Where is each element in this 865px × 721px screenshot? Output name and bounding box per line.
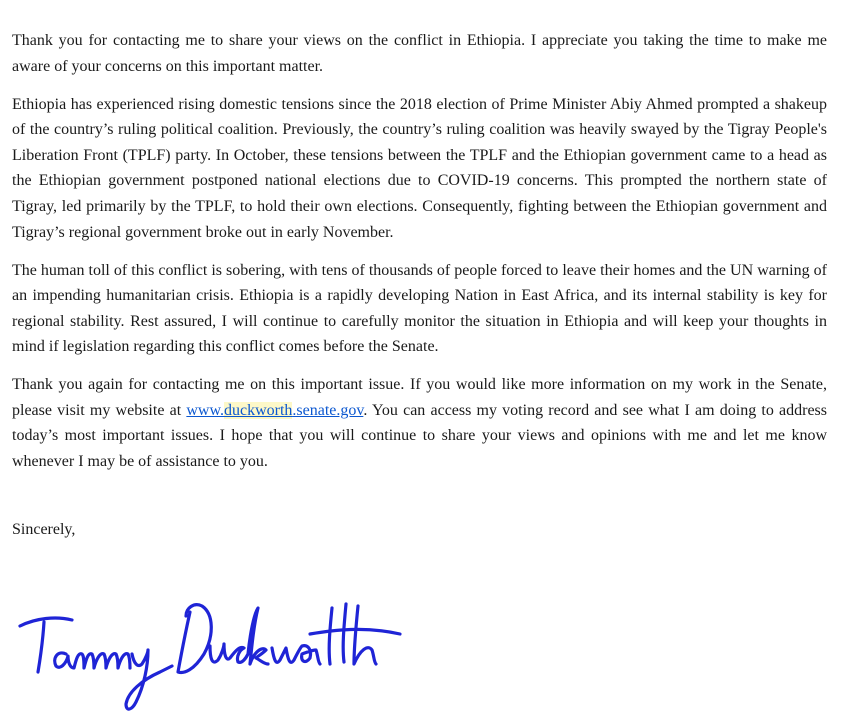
paragraph-humanitarian: The human toll of this conflict is sobering, with tens of thousands of people forced to leave their homes and the UN warning of an impending humanitarian crisis. Ethiopia is a rapidly developing Nation in East Africa, and its internal stability is key for regional stability. Rest assured, I will continue to carefully monitor the situation in Ethiopia and will keep your thoughts in mind if legislation regarding this conflict comes before the Senate. [12,261,827,356]
letter-body [12,28,827,555]
link-part-domain: .senate.gov [292,401,364,419]
signature-stroke-amm [55,653,130,668]
closing-sincerely: Sincerely, [12,520,76,538]
paragraph-thanks [12,372,827,474]
paragraph-intro: Thank you for contacting me to share your views on the conflict in Ethiopia. I appreciate you taking the time to make me aware of your concerns on this important matter. [12,32,827,75]
signature-stroke-t-stem [38,622,44,672]
signature-stroke-y [126,650,172,709]
signature-stroke-t-bar [20,618,72,626]
paragraph-background: Ethiopia has experienced rising domestic tensions since the 2018 election of Prime Minister Abiy Ahmed prompted a shakeup of the country’s ruling political coalition. Previously, the country’s ruling coalition was heavily swayed by the Tigray People's Liberation Front (TPLF) party. In October, these tensions between the TPLF and the Ethiopian government came to a head as the Ethiopian government postponed national elections due to COVID-19 concerns. This prompted the northern state of Tigray, led primarily by the TPLF, to hold their own elections. Consequently, fighting between the Ethiopian government and Tigray’s regional government broke out in early November. [12,95,827,241]
link-part-highlighted: duckworth [223,401,293,419]
thanks-text-after-link: . You can access my voting record and see what I am doing to address today’s most important issues. I hope that you will continue to share your views and opinions with me and let me know whenever I may be of assistance to you. [12,401,828,471]
thanks-text-before-link: Thank you again for contacting me on this important issue. If you would like more information on my work in the Senate, please visit my website at [12,376,827,419]
signature-stroke-tth [329,604,376,664]
signature-stroke-d [178,605,211,673]
handwritten-signature [14,594,414,718]
signature-stroke-wor [272,646,320,664]
signature-stroke-uck [210,608,268,664]
senate-website-link[interactable] [186,402,363,419]
link-part-www: www. [186,401,224,419]
